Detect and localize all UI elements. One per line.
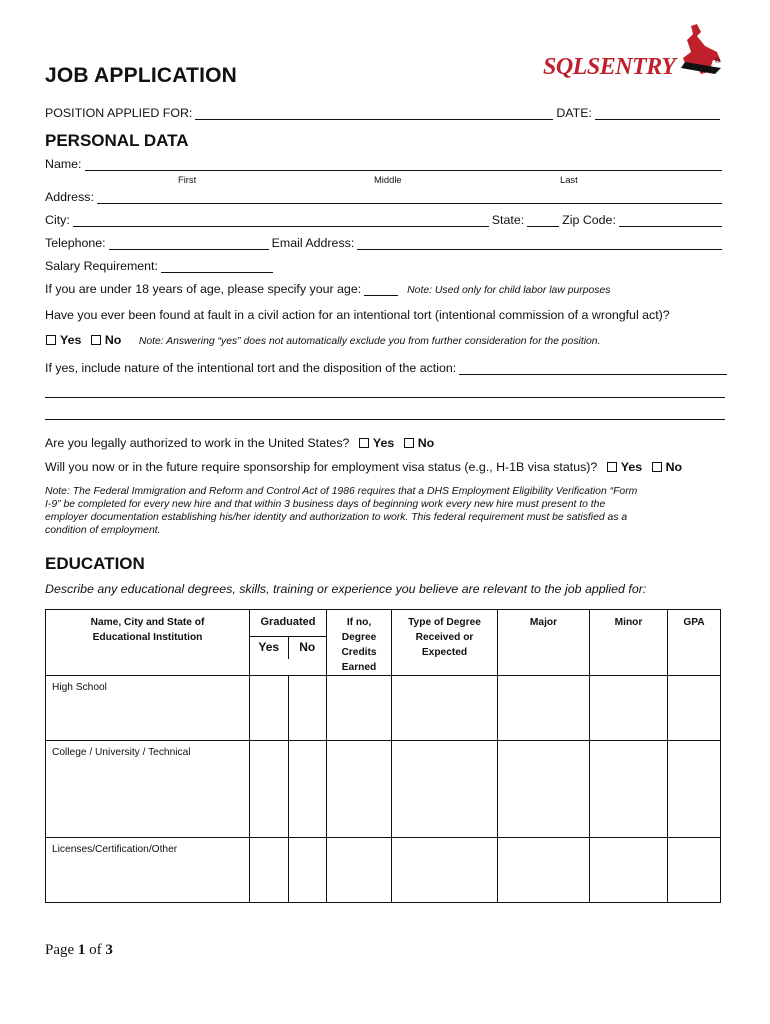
table-row [46,676,721,741]
email-field[interactable] [357,237,722,250]
page-title: JOB APPLICATION [45,64,238,87]
authorized-row [45,436,434,450]
header-no: No [288,637,327,659]
federal-note-line: condition of employment. [45,525,161,536]
cell-no[interactable] [289,838,327,903]
cell-minor[interactable] [590,838,668,903]
name-middle-caption: Middle [374,174,402,185]
federal-note-line: I-9” be completed for every new hire and that within 3 business days of beginning work every new hire must present to the [45,499,606,510]
name-label: Name: [45,157,82,171]
federal-note [45,485,637,537]
city-field[interactable] [73,214,489,227]
state-field[interactable] [527,214,559,227]
row-label-licenses: Licenses/Certification/Other [46,838,250,903]
zip-label: Zip Code: [562,213,616,227]
header-graduated-label: Graduated [260,616,316,628]
address-label: Address: [45,190,94,204]
table-row [46,741,721,838]
logo-text: SQLSENTRY [543,54,676,80]
education-table [45,609,721,903]
header-type-line: Received or [415,632,474,643]
cell-no[interactable] [289,741,327,838]
name-field[interactable] [85,158,723,171]
tort-detail-row [45,361,727,375]
cell-yes[interactable] [250,838,289,903]
sponsorship-yes-label: Yes [620,460,643,474]
cell-major[interactable] [498,676,590,741]
tort-note: Note: Answering “yes” does not automatically exclude you from further consideration for the position. [138,336,601,347]
address-field[interactable] [97,191,722,204]
state-label: State: [491,213,525,227]
authorized-question: Are you legally authorized to work in the United States? [45,436,350,450]
cell-degree-type[interactable] [392,676,498,741]
tort-no-checkbox[interactable] [91,335,101,345]
header-ifno [327,610,392,676]
header-yes: Yes [258,640,280,654]
position-field[interactable] [195,107,553,120]
tort-detail-field-1[interactable] [459,362,727,375]
page-total: 3 [105,942,113,958]
cell-yes[interactable] [250,676,289,741]
header-type-line: Type of Degree [408,617,481,628]
cell-minor[interactable] [590,676,668,741]
tort-no-label: No [104,333,122,347]
header-type-line: Expected [421,647,468,658]
date-label: DATE: [556,106,592,120]
tort-yes-label: Yes [60,333,82,347]
sponsorship-no-checkbox[interactable] [652,462,662,472]
header-institution-line: Name, City and State of [90,617,205,628]
telephone-field[interactable] [109,237,269,250]
header-institution [46,610,250,676]
cell-credits[interactable] [327,838,392,903]
table-row [46,838,721,903]
cell-minor[interactable] [590,741,668,838]
salary-label: Salary Requirement: [45,259,158,273]
age-label: If you are under 18 years of age, please specify your age: [45,282,362,296]
zip-field[interactable] [619,214,722,227]
salary-field[interactable] [161,260,273,273]
sponsorship-row [45,460,682,474]
age-note: Note: Used only for child labor law purposes [407,285,611,296]
cell-major[interactable] [498,838,590,903]
city-label: City: [45,213,70,227]
cell-gpa[interactable] [668,838,721,903]
tort-question: Have you ever been found at fault in a civil action for an intentional tort (intentional commission of a wrongful act)? [45,308,670,322]
position-label: POSITION APPLIED FOR: [45,106,193,120]
sponsorship-question: Will you now or in the future require sponsorship for employment visa status (e.g., H-1B visa status)? [45,460,598,474]
tort-detail-field-2[interactable] [45,385,725,398]
header-minor: Minor [590,610,668,676]
row-label-high-school: High School [46,676,250,741]
header-graduated-sub [250,636,326,659]
cell-credits[interactable] [327,676,392,741]
authorized-yes-checkbox[interactable] [359,438,369,448]
address-row [45,190,722,204]
telephone-row [45,236,722,250]
education-heading: EDUCATION [45,554,145,573]
city-row [45,213,722,227]
tort-yes-checkbox[interactable] [46,335,56,345]
sqlsentry-logo [543,22,725,84]
salary-row [45,259,276,273]
cell-major[interactable] [498,741,590,838]
page-current: 1 [77,942,86,958]
header-ifno-line: Earned [341,662,377,673]
age-row [45,282,610,296]
name-last-caption: Last [560,174,578,185]
cell-no[interactable] [289,676,327,741]
authorized-no-checkbox[interactable] [404,438,414,448]
authorized-no-label: No [417,436,435,450]
sponsorship-no-label: No [665,460,683,474]
position-row [45,106,720,120]
age-field[interactable] [364,283,398,296]
header-graduated [250,610,327,676]
header-ifno-line: If no, [346,617,372,628]
cell-gpa[interactable] [668,676,721,741]
cell-gpa[interactable] [668,741,721,838]
personal-data-heading: PERSONAL DATA [45,131,189,150]
authorized-yes-label: Yes [372,436,395,450]
row-label-college: College / University / Technical [46,741,250,838]
page-prefix: Page [45,942,75,958]
cell-credits[interactable] [327,741,392,838]
header-ifno-line: Credits [341,647,377,658]
cell-yes[interactable] [250,741,289,838]
name-row [45,157,722,171]
page-of: of [89,942,102,958]
tort-detail-field-3[interactable] [45,407,725,420]
education-intro: Describe any educational degrees, skills, training or experience you believe are relevant to the job applied for: [45,582,647,596]
telephone-label: Telephone: [45,236,106,250]
registered-mark: ® [715,58,721,65]
federal-note-line: employer documentation establishing his/her identity and authorization to work. This federal requirement must be satisfied as a [45,512,628,523]
header-gpa: GPA [668,610,721,676]
cell-degree-type[interactable] [392,741,498,838]
name-first-caption: First [178,174,197,185]
header-degree-type [392,610,498,676]
email-label: Email Address: [271,236,355,250]
header-institution-line: Educational Institution [92,632,203,643]
sponsorship-yes-checkbox[interactable] [607,462,617,472]
header-major: Major [498,610,590,676]
header-ifno-line: Degree [341,632,377,643]
page-number [45,942,113,959]
federal-note-line: Note: The Federal Immigration and Reform and Control Act of 1986 requires that a DHS Employment Eligibility Verification “Form [45,486,638,497]
tort-detail-label: If yes, include nature of the intentional tort and the disposition of the action: [45,361,457,375]
tort-answer-row [40,333,600,347]
date-field[interactable] [595,107,720,120]
cell-degree-type[interactable] [392,838,498,903]
table-header-row [46,610,721,676]
